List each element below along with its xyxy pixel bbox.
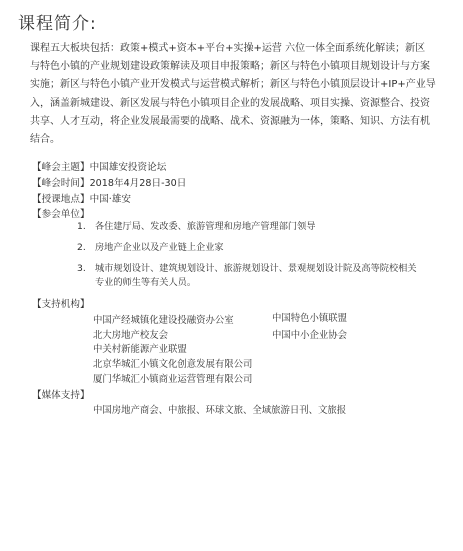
list-item-text-continued: 专业的师生等有关人员。 xyxy=(95,277,197,288)
media-heading-row xyxy=(32,387,90,401)
venue-value: 中国·雄安 xyxy=(89,194,131,205)
summit-theme-row xyxy=(32,159,166,173)
intro-line: 共享、人才互动，将企业发展最需要的战略、战术、资源融为一体，策略、知识、方法有机 xyxy=(30,115,430,127)
intro-line: 实施；新区与特色小镇产业开发模式与运营模式解析；新区与特色小镇顶层设计+IP+产业导 xyxy=(30,79,436,91)
course-intro xyxy=(30,40,440,149)
page-title: 课程简介: xyxy=(18,14,97,34)
support-heading-row xyxy=(32,296,90,310)
support-org: 厦门华城汇小镇商业运营管理有限公司 xyxy=(93,374,253,385)
participants-list xyxy=(77,220,432,297)
list-item-text: 各住建厅局、发改委、旅游管理和房地产管理部门领导 xyxy=(95,221,316,232)
summit-time-row xyxy=(32,175,186,189)
list-item-text: 城市规划设计、建筑规划设计、旅游规划设计、景观规划设计院及高等院校相关 xyxy=(95,263,417,274)
intro-line: 结合。 xyxy=(30,134,60,146)
support-org: 北京华城汇小镇文化创意发展有限公司 xyxy=(93,359,253,370)
support-org: 中国中小企业协会 xyxy=(272,330,348,341)
media-label: 【媒体支持】 xyxy=(32,390,90,401)
intro-line: 入，涵盖新城建设、新区发展与特色小镇项目企业的发展战略、项目实操、资源整合、投资 xyxy=(30,97,430,109)
venue-row xyxy=(32,191,131,205)
list-item xyxy=(77,262,432,290)
summit-time-label: 【峰会时间】 xyxy=(32,178,90,189)
summit-time-value: 2018年4月28日-30日 xyxy=(89,178,187,189)
intro-line: 与特色小镇的产业规划建设政策解读及项目申报策略；新区与特色小镇项目规划设计与方案 xyxy=(30,61,430,73)
list-item-text: 房地产企业以及产业链上企业家 xyxy=(95,242,224,253)
support-label: 【支持机构】 xyxy=(32,299,90,310)
support-org: 中国产经城镇化建设投融资办公室 xyxy=(93,315,234,326)
venue-label: 【授课地点】 xyxy=(32,194,90,205)
list-item xyxy=(77,241,432,255)
list-item-number: 2. xyxy=(77,242,86,253)
list-item xyxy=(77,220,432,234)
support-org: 中关村新能源产业联盟 xyxy=(93,344,187,355)
media-list: 中国房地产商会、中旅报、环球文旅、全域旅游日刊、文旅报 xyxy=(93,405,347,416)
participants-label: 【参会单位】 xyxy=(32,209,90,220)
list-item-number: 3. xyxy=(77,263,86,274)
participants-heading-row xyxy=(32,206,90,220)
summit-theme-label: 【峰会主题】 xyxy=(32,162,90,173)
list-item-number: 1. xyxy=(77,221,86,232)
support-org: 中国特色小镇联盟 xyxy=(272,313,348,324)
intro-line: 课程五大板块包括：政策+模式+资本+平台+实操+运营 六位一体全面系统化解读；新区 xyxy=(30,43,426,54)
summit-theme-value: 中国雄安投资论坛 xyxy=(89,162,167,173)
support-org: 北大房地产校友会 xyxy=(93,330,169,341)
